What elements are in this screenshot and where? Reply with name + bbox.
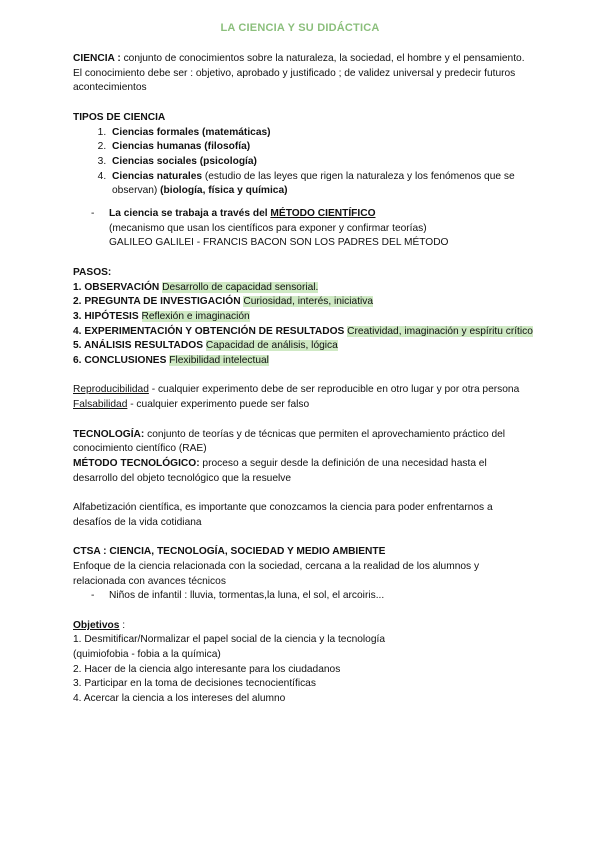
list-item: 1. Desmitificar/Normalizar el papel social de la ciencia y la tecnología <box>73 634 385 646</box>
falsabilidad-text: - cualquier experimento puede ser falso <box>127 399 310 411</box>
ctsa-text: Enfoque de la ciencia relacionada con la sociedad, cercana a la realidad de los alumnos y relacionada con avances técnicos <box>73 560 480 587</box>
paso-label: 5. ANÁLISIS RESULTADOS <box>73 340 203 352</box>
list-item <box>73 310 533 325</box>
ctsa-bullet <box>73 589 533 604</box>
tipo-label: Ciencias naturales <box>112 170 203 182</box>
paso-note: Reflexión e imaginación <box>141 310 250 322</box>
paso-label: 6. CONCLUSIONES <box>73 355 167 367</box>
reproducibilidad-text: - cualquier experimento debe de ser reproducible en otro lugar y por otra persona <box>148 384 520 396</box>
paso-note: Desarrollo de capacidad sensorial. <box>162 281 319 293</box>
tecnologia-term: TECNOLOGÍA: <box>73 428 145 440</box>
list-item <box>73 325 533 340</box>
tipo-label: Ciencias formales (matemáticas) <box>112 126 271 138</box>
paso-note: Creatividad, imaginación y espíritu crítico <box>347 325 533 337</box>
list-item <box>73 281 533 296</box>
ciencia-definition-text: conjunto de conocimientos sobre la naturaleza, la sociedad, el hombre y el pensamiento. <box>123 53 525 64</box>
metodo-lead-line <box>109 207 533 222</box>
metodo-tec-text: proceso a seguir desde la definición de una necesidad hasta el desarrollo del objeto tecnológico que la resuelve <box>73 457 487 484</box>
tecnologia-text: conjunto de teorías y de técnicas que permiten el aprovechamiento práctico del conocimiento científico (RAE) <box>73 428 506 455</box>
page-title: LA CIENCIA Y SU DIDÁCTICA <box>220 22 380 34</box>
metodo-tecnologico <box>73 457 533 486</box>
tipos-list <box>73 126 533 200</box>
tipos-heading: TIPOS DE CIENCIA <box>73 111 166 123</box>
list-item <box>109 170 533 199</box>
paso-label: 2. PREGUNTA DE INVESTIGACIÓN <box>73 296 241 308</box>
paso-note: Flexibilidad intelectual <box>169 355 269 367</box>
list-item: 4. Acercar la ciencia a los intereses del alumno <box>73 693 286 705</box>
list-item <box>73 354 533 369</box>
list-item <box>109 126 533 141</box>
reproducibilidad <box>73 383 533 398</box>
tecnologia <box>73 428 533 457</box>
list-item <box>109 140 533 155</box>
ciencia-requirement: El conocimiento debe ser : objetivo, aprobado y justificado ; de validez universal y predecir futuros acontecimientos <box>73 67 516 94</box>
metodo-fathers: GALILEO GALILEI - FRANCIS BACON SON LOS PADRES DEL MÉTODO <box>109 237 449 249</box>
list-item <box>109 155 533 170</box>
list-item: 3. Participar en la toma de decisiones tecnocientíficas <box>73 678 316 690</box>
tipo-description: (estudio de las leyes que rigen la naturaleza y los fenómenos que se observan) <box>112 170 515 197</box>
list-item <box>73 339 533 354</box>
dash-marker: - <box>91 208 95 220</box>
falsabilidad <box>73 398 533 413</box>
objetivos-colon: : <box>119 619 126 631</box>
dash-marker: - <box>91 590 95 602</box>
objetivos-heading-line <box>73 619 533 634</box>
paso-note: Curiosidad, interés, iniciativa <box>243 296 374 308</box>
paso-label: 3. HIPÓTESIS <box>73 310 139 322</box>
falsabilidad-term: Falsabilidad <box>73 399 128 411</box>
objetivos-heading: Objetivos <box>73 619 120 631</box>
metodo-link: MÉTODO CIENTÍFICO <box>270 208 376 220</box>
tipo-examples: (biología, física y química) <box>160 185 288 197</box>
list-item: (quimiofobia - fobia a la química) <box>73 649 221 661</box>
list-item: 2. Hacer de la ciencia algo interesante para los ciudadanos <box>73 663 341 675</box>
paso-note: Capacidad de análisis, lógica <box>205 340 338 352</box>
tipo-label: Ciencias humanas (filosofía) <box>112 141 251 153</box>
ciencia-definition <box>73 52 533 67</box>
alfabetizacion: Alfabetización científica, es importante que conozcamos la ciencia para poder enfrentarnos a desafíos de la vida cotidiana <box>73 502 493 528</box>
ciencia-term: CIENCIA : <box>73 53 121 64</box>
pasos-heading: PASOS: <box>73 266 112 278</box>
reproducibilidad-term: Reproducibilidad <box>73 384 149 396</box>
paso-label: 1. OBSERVACIÓN <box>73 281 160 293</box>
metodo-tec-term: MÉTODO TECNOLÓGICO: <box>73 457 200 469</box>
tipo-label: Ciencias sociales (psicología) <box>112 155 257 167</box>
document-body <box>73 52 533 707</box>
metodo-item <box>73 207 533 251</box>
list-item <box>73 295 533 310</box>
paso-label: 4. EXPERIMENTACIÓN Y OBTENCIÓN DE RESULTADOS <box>73 325 345 337</box>
metodo-note: (mecanismo que usan los científicos para exponer y confirmar teorías) <box>109 222 427 234</box>
ctsa-bullet-text: Niños de infantil : lluvia, tormentas,la luna, el sol, el arcoiris... <box>109 590 385 602</box>
ctsa-heading: CTSA : CIENCIA, TECNOLOGÍA, SOCIEDAD Y MEDIO AMBIENTE <box>73 546 386 558</box>
metodo-lead: La ciencia se trabaja a través del <box>109 208 271 220</box>
